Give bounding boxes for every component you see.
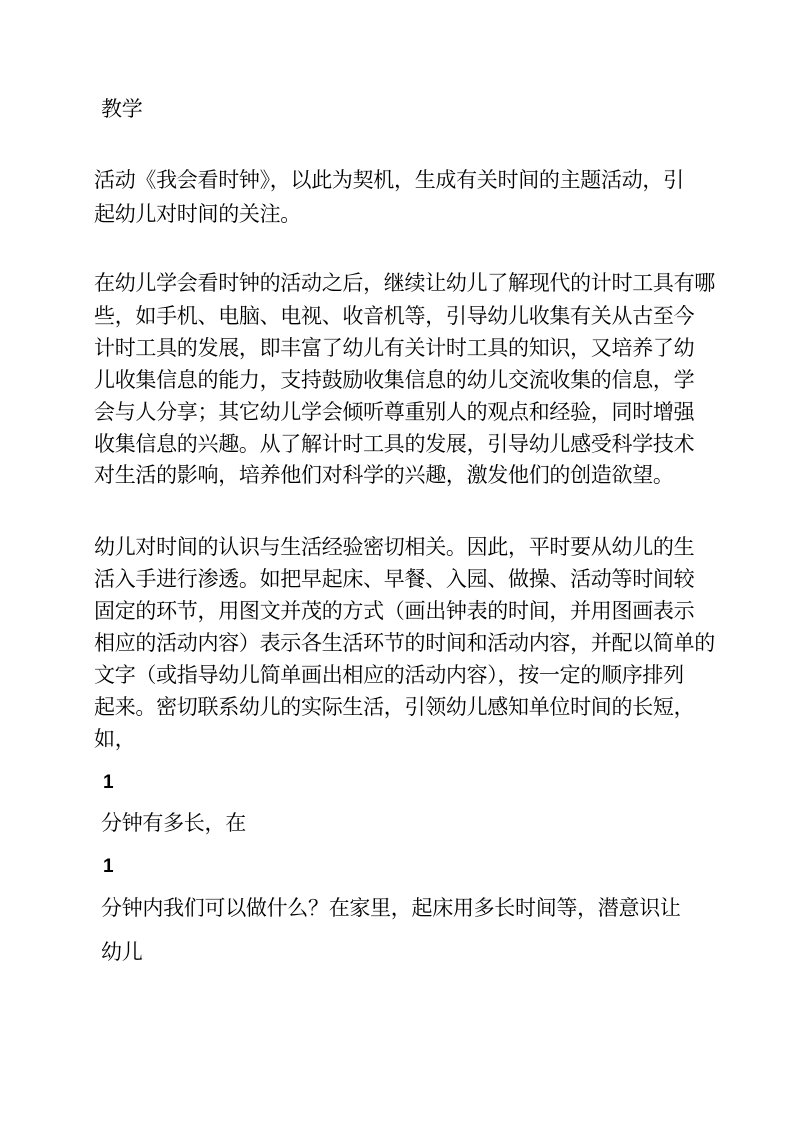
paragraph-3-line: 相应的活动内容）表示各生活环节的时间和活动内容，并配以简单的 [94, 631, 715, 655]
text-fragment: 分钟内我们可以做什么？在家里，起床用多长时间等，潜意识让 [101, 896, 681, 920]
paragraph-3-line: 文字（或指导幼儿简单画出相应的活动内容），按一定的顺序排列 [94, 663, 684, 687]
paragraph-1-line: 活动《我会看时钟》，以此为契机，生成有关时间的主题活动，引 [94, 168, 684, 192]
paragraph-3-line: 如， [94, 727, 136, 751]
paragraph-2-line: 在幼儿学会看时钟的活动之后，继续让幼儿了解现代的计时工具有哪 [94, 271, 715, 295]
paragraph-3-line: 起来。密切联系幼儿的实际生活，引领幼儿感知单位时间的长短， [94, 695, 695, 719]
number-fragment: 1 [103, 772, 114, 793]
paragraph-1-line: 起幼儿对时间的关注。 [94, 202, 301, 226]
paragraph-2-line: 些，如手机、电脑、电视、收音机等，引导幼儿收集有关从古至今 [94, 304, 695, 328]
paragraph-2-line: 计时工具的发展，即丰富了幼儿有关计时工具的知识，又培养了幼 [94, 336, 695, 360]
text-fragment: 幼儿 [101, 940, 143, 964]
paragraph-2-line: 对生活的影响，培养他们对科学的兴趣，激发他们的创造欲望。 [94, 463, 674, 487]
document-heading: 教学 [101, 97, 143, 121]
paragraph-2-line: 收集信息的兴趣。从了解计时工具的发展，引导幼儿感受科学技术 [94, 432, 695, 456]
paragraph-3-line: 幼儿对时间的认识与生活经验密切相关。因此，平时要从幼儿的生 [94, 535, 695, 559]
text-fragment: 分钟有多长，在 [101, 811, 246, 835]
number-fragment: 1 [103, 856, 114, 877]
paragraph-3-line: 活入手进行渗透。如把早起床、早餐、入园、做操、活动等时间较 [94, 567, 695, 591]
paragraph-3-line: 固定的环节，用图文并茂的方式（画出钟表的时间，并用图画表示 [94, 599, 695, 623]
paragraph-2-line: 儿收集信息的能力，支持鼓励收集信息的幼儿交流收集的信息，学 [94, 368, 695, 392]
paragraph-2-line: 会与人分享；其它幼儿学会倾听尊重别人的观点和经验，同时增强 [94, 400, 695, 424]
